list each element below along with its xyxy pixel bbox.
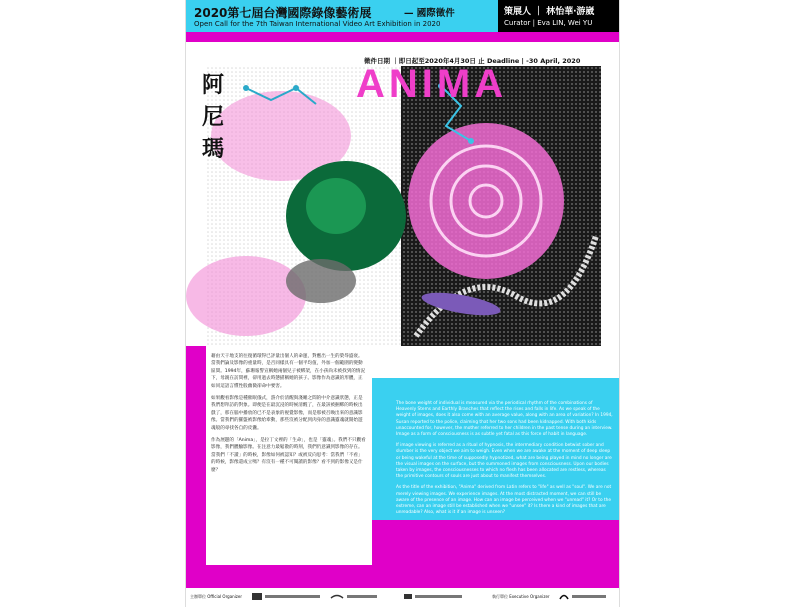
organizer-logo-1 (252, 592, 322, 601)
zh-paragraph-1: 藉由天干地支的往復循環得已評量出個人的命運，對應出一生的榮辱盛衰。當我們論及影像的重量時，是否同樣具有一個平均值，外加一個範圍的變動區間。1994年，蘇珊報警宣稱她兩個兒子被綁架，在小孩尚未被找到的情況下，母親在訪問裡，卻用過去時態描稱她的孩子。影像作為意識的形體，正如同這語言慣性般幽微卻命中要害。 (211, 354, 366, 389)
chinese-text-block (206, 349, 372, 565)
anima-title: ANIMA (356, 62, 508, 106)
exhibition-title-en: Open Call for the 7th Taiwan International Video Art Exhibition in 2020 (194, 20, 441, 28)
exhibition-title-zh: 2020第七屆台灣國際錄像藝術展 (194, 6, 372, 20)
zh-paragraph-2: 如果觀看影像是種催眠儀式，游介於清醒與淺睡之間的中介意識狀態，正是我們想拜訪的對象。即便是在最沉浸的時候清醒了，在最該被捆綁的時候出戲了，那在腦中播放的已不是表象的視覺影像，而是那被召喚出來的意識影像。當我們的羅盤被影像給牽動，那些沒被分配到肉身的意識靈魂就開始遊魂般的尋找各自的皮囊。 (211, 396, 363, 431)
molecule-node-4 (468, 138, 474, 144)
exhibition-subtitle-zh: — 國際徵件 (404, 8, 455, 19)
poster (185, 0, 620, 607)
green-shell-highlight (306, 178, 366, 234)
molecule-node-2 (293, 85, 299, 91)
organizer-logo-3 (404, 592, 464, 601)
english-text-block (396, 401, 614, 521)
executive-label: 執行單位 Executive Organizer (492, 594, 550, 599)
artwork-illustration (186, 66, 619, 346)
en-paragraph-2: If image viewing is referred as a ritual of hypnosis, the intermediary condition betwixt sober and slumber is the very object we aim to weigh. Even when we are awake at the moment of deep sleep or being wakeful at the time of supposedly hypnotized, what are being played in mind no longer are the visual images on the surface, but the summoned images from consciousness. Upon our bodies taken by images, the consciousnesses to which no flesh has been allocated are restless, whereas the primitive contours of souls are just about to manifest themselves. (396, 443, 612, 480)
organizer-logo-2 (329, 592, 379, 601)
anima-title-zh: 阿尼瑪 (202, 73, 225, 162)
creature-body (286, 259, 356, 303)
en-paragraph-1: The bone weight of individual is measured via the periodical rhythm of the combinations of Heavenly Stems and Earthly Branches that reflect the rises and falls in life. As we speak of the weight of images, does it also come with an average value, along with an area of variation? In 1994, Susan reported to the police, claiming that her two sons had been kidnapped. With both kids unaccounted for, however, the mother referred to her children in the past tense during an interview. Image as a form of consciousness is as subtle yet fatal as this force of habit in language. (396, 401, 613, 438)
en-paragraph-3: As the title of the exhibition, "Anima" derived from Latin refers to "life" as well as "soul". We are not merely viewing images. We experience images. At the most distracted moment, we can still be aware of the presence of an image. How can an image be perceived when we "unread" it? Or to the extreme, can an image still be established when we "unsee" it? Is there a kind of images that are unreadable? Also, what is it if an image is unseen? (396, 485, 612, 516)
artwork-svg (186, 66, 619, 346)
pink-cloud-left-bottom (186, 256, 306, 336)
curator-en: Curator | Eva LIN, Wei YU (504, 19, 593, 27)
molecule-node-1 (243, 85, 249, 91)
zh-paragraph-3: 作為展題的「Anima」，是拉丁文裡的「生命」，也是「靈魂」。我們不只觀看影像，我們體驗影像。在注意力最鬆散的時刻，我們仍意識到影像的存在。當我們「不讀」的時候，影像如何被認知？或被反向思考：當我們「不看」的時候，影像還成立嗎？有沒有一種不可閱讀的影像？看不到的影像又是什麼？ (211, 438, 366, 473)
organizer-label: 主辦單位 Official Organizer (190, 594, 242, 599)
footer (186, 588, 619, 607)
header-magenta-stripe (186, 32, 619, 42)
executive-logo (558, 592, 608, 601)
curator-zh: 策展人 ｜ 林怡華‧游崴 (504, 7, 595, 17)
deadline-line: 徵件日期 ｜即日起至2020年4月30日 止 Deadline | -30 April, 2020 (364, 57, 581, 65)
